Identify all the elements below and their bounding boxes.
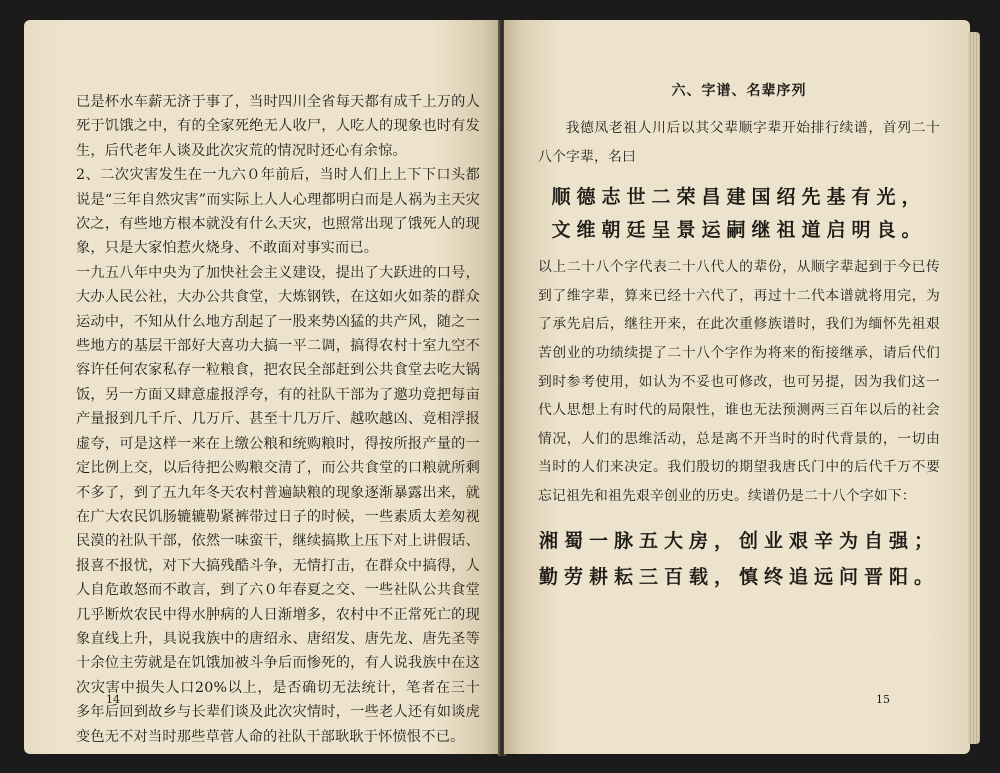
generation-verse-new [538,523,940,595]
verse-line: 勤劳耕耘三百载，慎终追远问晋阳。 [538,565,939,588]
verse-line: 文维朝廷呈景运嗣继祖道启明良。 [551,219,927,242]
generation-verse-original [538,181,940,247]
page-edges [968,32,980,744]
verse-line: 湘蜀一脉五大房，创业艰辛为自强； [538,529,939,552]
book-spread [24,20,976,756]
right-page [504,20,970,754]
verse-line: 顺德志世二荣昌建国绍先基有光， [551,186,927,209]
left-page [24,20,500,754]
paragraph-great-leap: 一九五八年中央为了加快社会主义建设，提出了大跃进的口号，大办人民公社，大办公共食堂，大炼钢铁，在这如火如荼的群众运动中，不知从什么地方刮起了一股来势凶猛的共产风，随之一些地方的基层干部好大喜功大搞一平二调，搞得农村十室九空不容许任何农家私存一粒粮食，把农民全部赶到公共食堂去吃大锅饭，另一方面又肆意虚报浮夸，有的社队干部为了邀功竟把每亩产量报到几千斤、几万斤、甚至十几万斤、越吹越凶、竟相浮报虚夸，可是这样一来在上缴公粮和统购粮时，得按所报产量的一定比例上交，以后待把公购粮交清了，而公共食堂的口粮就所剩不多了，到了五九年冬天农村普遍缺粮的现象逐渐暴露出来，就在广大农民饥肠辘辘勒紧裤带过日子的时候，一些素质太差匆视民漠的社队干部，依然一味蛮干，继续搞欺上压下对上讲假话、报喜不报忧，对下大搞残酷斗争，无情打击，在群众中搞得，人人自危敢怒而不敢言，到了六０年春夏之交、一些社队公共食堂几乎断炊农民中得水肿病的人日渐增多，农村中不正常死亡的现象直线上升，具说我族中的唐绍永、唐绍发、唐先龙、唐先圣等十余位主劳就是在饥饿加被斗争后而惨死的，有人说我族中在这次灾害中损失人口20%以上，是否确切无法统计，笔者在三十多年后回到故乡与长辈们谈及此次灾情时，一些老人还有如谈虎变色无不对当时那些草菅人命的社队干部耿耿于怀愤恨不已。 [76,264,480,745]
page-number-right: 15 [876,693,890,706]
page-number-left: 14 [106,693,120,706]
body-paragraph: 以上二十八个字代表二十八代人的辈份，从顺字辈起到于今已传到了维字辈，算来已经十六代了，再过十二代本谱就将用完，为了承先启后，继往开来，在此次重修族谱时，我们为缅怀先祖艰苦创业的功绩续提了二十八个字作为将来的衔接继承，请后代们到时参考使用，如认为不妥也可修改，也可另提，因为我们这一代人思想上有时代的局限性，谁也无法预测两三百年以后的社会情况，人们的思维活动，总是离不开当时的时代背景的，一切由当时的人们来决定。我们殷切的期望我唐氏门中的后代千万不要忘记祖先和祖先艰辛创业的历史。续谱仍是二十八个字如下： [538,259,940,504]
intro-paragraph: 我德凤老祖人川后以其父辈顺字辈开始排行续谱，首列二十八个字辈，名曰 [538,120,940,165]
paragraph-continued: 已是杯水车薪无济于事了，当时四川全省每天都有成千上万的人死于饥饿之中，有的全家死绝无人收尸，人吃人的现象也时有发生，后代老年人谈及此次灾荒的情况时还心有余惊。 [76,94,480,159]
paragraph-second-disaster: 2、二次灾害发生在一九六０年前后，当时人们上上下下口头都说是“三年自然灾害”而实际上人人心理都明白而是人祸为主天灾次之，有些地方根本就没有什么天灾，也照常出现了饿死人的现象，只是大家怕惹火烧身、不敢面对事实而已。 [76,167,480,257]
section-title: 六、字谱、名辈序列 [671,83,807,99]
